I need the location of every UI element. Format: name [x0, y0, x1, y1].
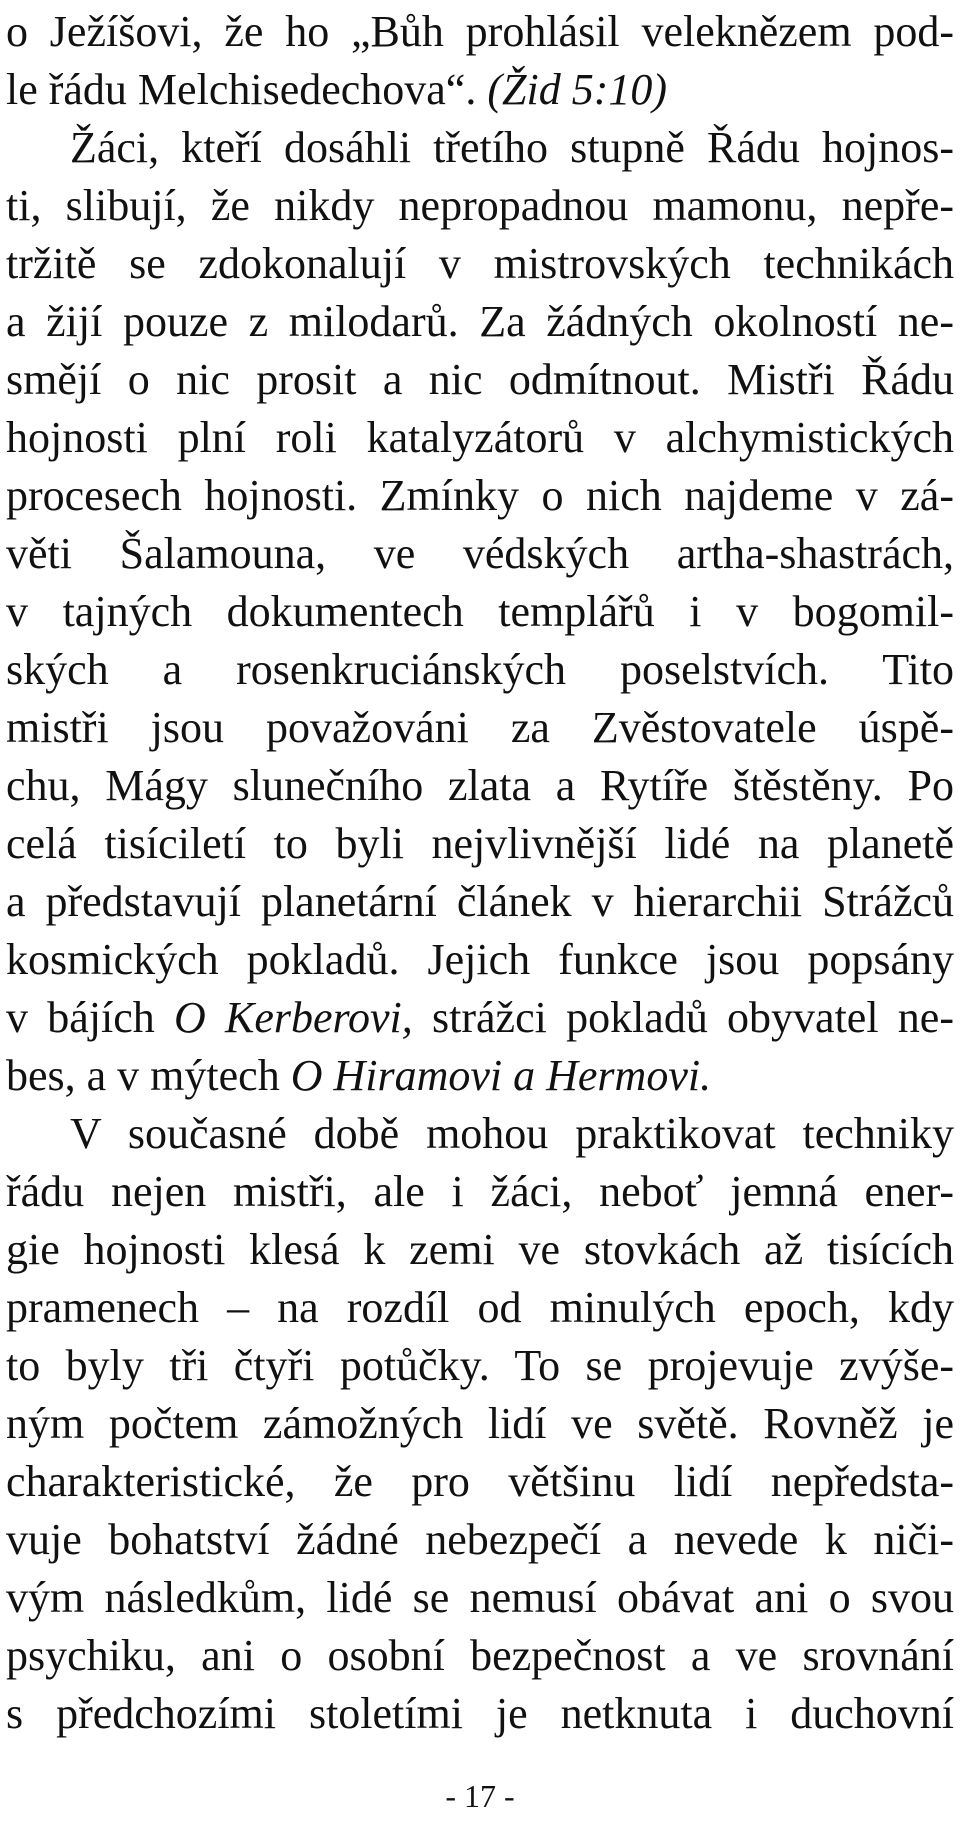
line-text: v bájích — [6, 993, 174, 1042]
paragraph-first-line: Žáci, kteří dosáhli třetího stupně Řádu hojnos- — [70, 123, 954, 172]
line-text: le řádu Melchisedechova“. — [6, 65, 488, 114]
text-line: tržitě se zdokonalují v mistrovských technikách — [6, 239, 954, 288]
text-line: v tajných dokumentech templářů i v bogomil- — [6, 587, 954, 636]
work-title: O Kerberovi, — [173, 993, 413, 1042]
text-line: hojnosti plní roli katalyzátorů v alchymistických — [6, 413, 954, 462]
line-text: bes, a v mýtech — [6, 1051, 291, 1100]
text-line: řádu nejen mistři, ale i žáci, neboť jemná ener- — [6, 1167, 954, 1216]
text-line — [6, 1046, 954, 1106]
text-line: vým následkům, lidé se nemusí obávat ani o svou — [6, 1573, 954, 1622]
text-line: s předchozími stoletími je netknuta i duchovní — [6, 1689, 954, 1738]
text-line: věti Šalamouna, ve védských artha-shastrách, — [6, 529, 954, 578]
text-line: a představují planetární článek v hierarchii Strážců — [6, 877, 954, 926]
bible-citation: (Žid 5:10) — [487, 65, 667, 114]
text-line: smějí o nic prosit a nic odmítnout. Mistři Řádu — [6, 355, 954, 404]
text-line: chu, Mágy slunečního zlata a Rytíře štěstěny. Po — [6, 761, 954, 810]
page-number: - 17 - — [445, 1778, 515, 1814]
text-line: ských a rosenkruciánských poselstvích. Tito — [6, 645, 954, 694]
line-text: strážci pokladů obyvatel ne- — [412, 993, 954, 1042]
text-line: psychiku, ani o osobní bezpečnost a ve srovnání — [6, 1631, 954, 1680]
text-line: vuje bohatství žádné nebezpečí a nevede k niči- — [6, 1515, 954, 1564]
text-line: pramenech – na rozdíl od minulých epoch, kdy — [6, 1283, 954, 1332]
text-line — [6, 60, 954, 120]
text-line — [6, 988, 954, 1048]
work-title: O Hiramovi a Hermovi. — [290, 1051, 712, 1100]
text-line: ným počtem zámožných lidí ve světě. Rovněž je — [6, 1399, 954, 1448]
text-line: gie hojnosti klesá k zemi ve stovkách až tisících — [6, 1225, 954, 1274]
text-line: o Ježíšovi, že ho „Bůh prohlásil veleknězem pod- — [6, 7, 954, 56]
text-line: to byly tři čtyři potůčky. To se projevuje zvýše- — [6, 1341, 954, 1390]
text-line: kosmických pokladů. Jejich funkce jsou popsány — [6, 935, 954, 984]
text-line: celá tisíciletí to byli nejvlivnější lidé na planetě — [6, 819, 954, 868]
text-line: procesech hojnosti. Zmínky o nich najdeme v zá- — [6, 471, 954, 520]
paragraph-first-line: V současné době mohou praktikovat techniky — [70, 1109, 954, 1158]
text-line: a žijí pouze z milodarů. Za žádných okolností ne- — [6, 297, 954, 346]
text-line: charakteristické, že pro většinu lidí nepředsta- — [6, 1457, 954, 1506]
text-line: ti, slibují, že nikdy nepropadnou mamonu, nepře- — [6, 181, 954, 230]
text-line: mistři jsou považováni za Zvěstovatele úspě- — [6, 703, 954, 752]
